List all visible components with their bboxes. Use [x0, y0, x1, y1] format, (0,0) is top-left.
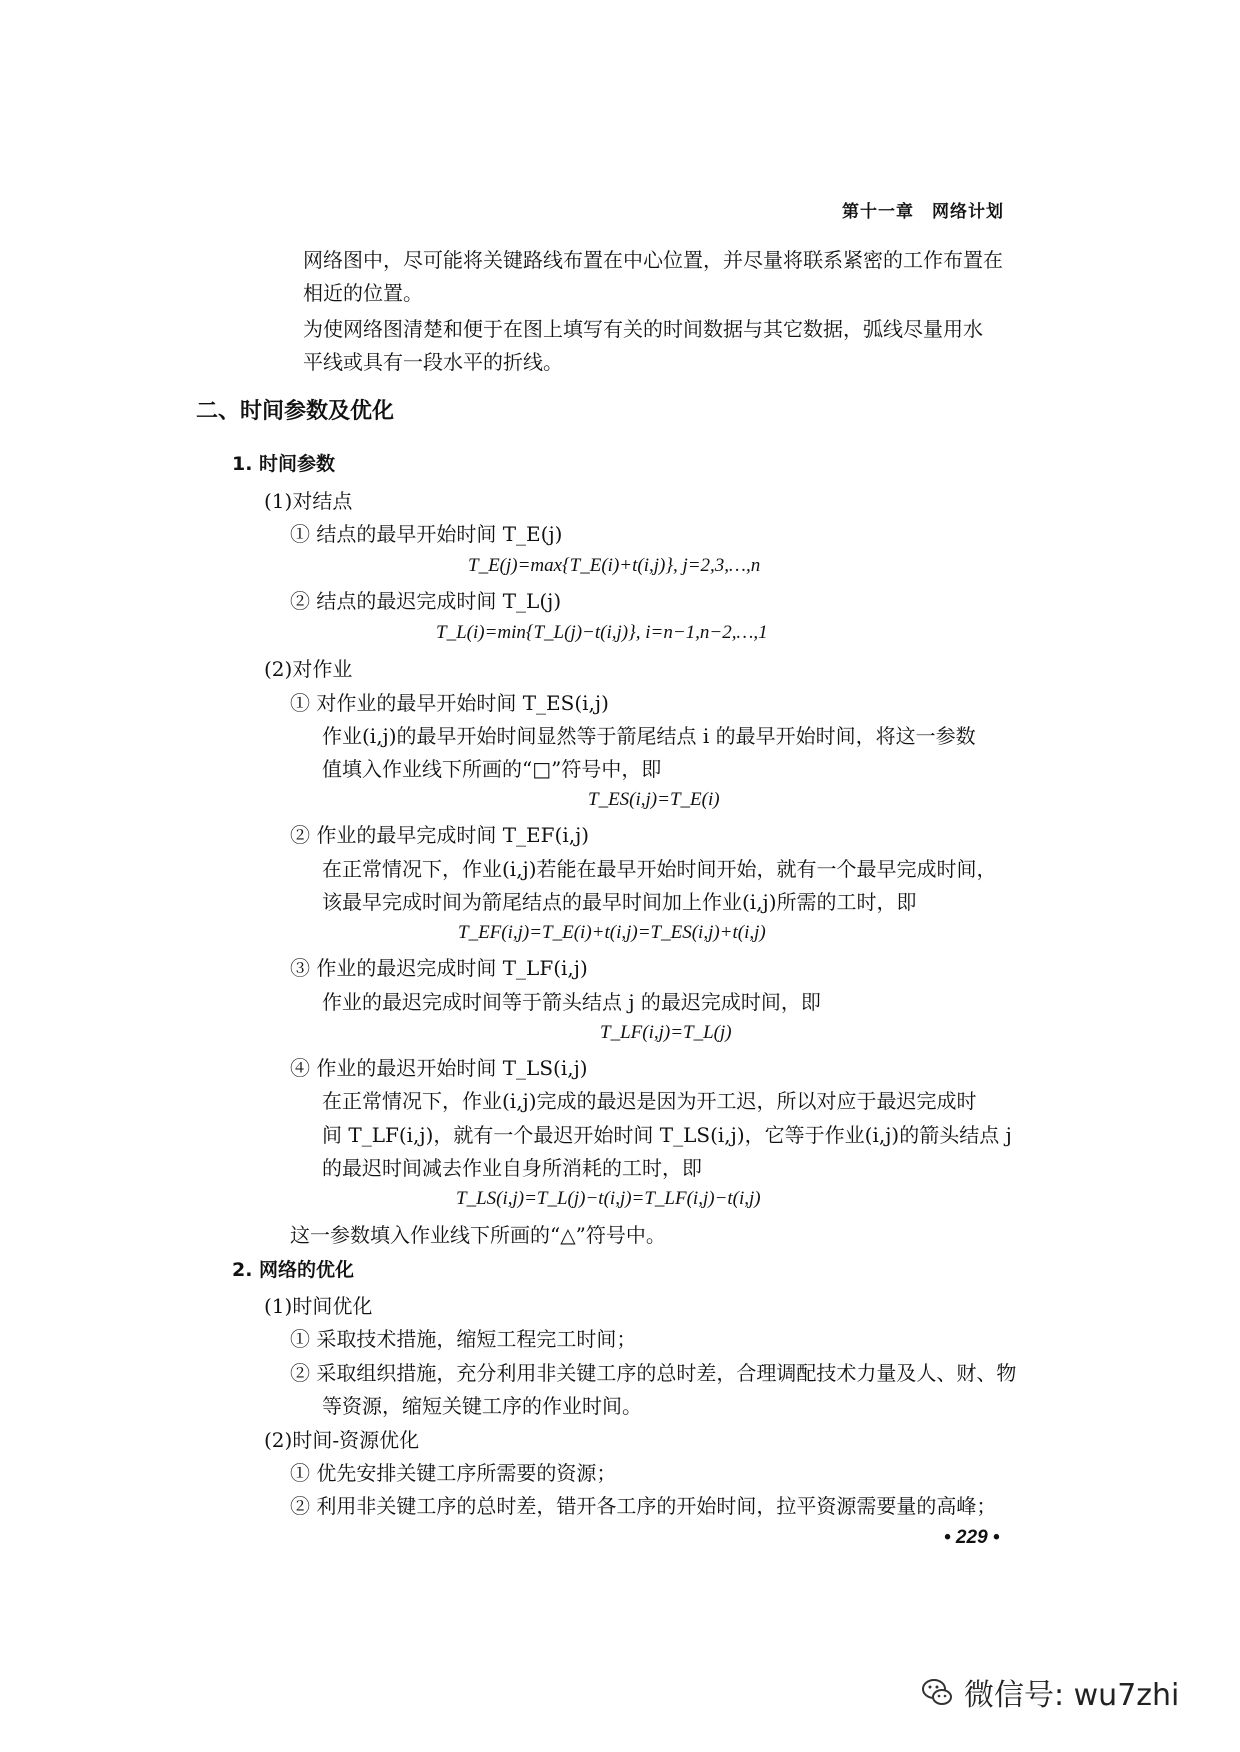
item-line: ② 采取组织措施，充分利用非关键工序的总时差，合理调配技术力量及人、财、物 — [290, 1361, 1017, 1385]
paragraph-line: 间 T_LF(i,j)，就有一个最迟开始时间 T_LS(i,j)，它等于作业(i,j)的箭头结点 j — [322, 1123, 1012, 1147]
paragraph-line: 作业的最迟完成时间等于箭头结点 j 的最迟完成时间，即 — [322, 990, 821, 1014]
paragraph-line: 为使网络图清楚和便于在图上填写有关的时间数据与其它数据，弧线尽量用水 — [303, 317, 983, 341]
formula: T_E(j)=max{T_E(i)+t(i,j)}, j=2,3,…,n — [468, 555, 761, 576]
formula: T_LS(i,j)=T_L(j)−t(i,j)=T_LF(i,j)−t(i,j) — [456, 1188, 761, 1209]
item-line: ③ 作业的最迟完成时间 T_LF(i,j) — [290, 956, 588, 980]
paragraph-line: 相近的位置。 — [303, 281, 423, 305]
item-line: ① 采取技术措施，缩短工程完工时间； — [290, 1327, 637, 1351]
watermark — [920, 1670, 1179, 1714]
formula: T_EF(i,j)=T_E(i)+t(i,j)=T_ES(i,j)+t(i,j) — [458, 922, 766, 943]
item-line: ④ 作业的最迟开始时间 T_LS(i,j) — [290, 1056, 588, 1080]
watermark-text: 微信号: wu7zhi — [964, 1678, 1180, 1713]
paragraph-line: 作业(i,j)的最早开始时间显然等于箭尾结点 i 的最早开始时间，将这一参数 — [322, 724, 976, 748]
page-number: • 229 • — [944, 1527, 1000, 1548]
item-line: ① 对作业的最早开始时间 T_ES(i,j) — [290, 691, 609, 715]
paragraph-line: 值填入作业线下所画的“□”符号中，即 — [322, 757, 662, 781]
item-line: ① 优先安排关键工序所需要的资源； — [290, 1461, 617, 1485]
item-heading: (1)对结点 — [264, 489, 353, 513]
paragraph-line: 这一参数填入作业线下所画的“△”符号中。 — [290, 1223, 666, 1247]
formula: T_ES(i,j)=T_E(i) — [588, 789, 720, 810]
item-heading: (2)时间-资源优化 — [264, 1428, 420, 1452]
paragraph-line: 在正常情况下，作业(i,j)若能在最早开始时间开始，就有一个最早完成时间， — [322, 857, 997, 881]
paragraph-line: 该最早完成时间为箭尾结点的最早时间加上作业(i,j)所需的工时，即 — [322, 890, 917, 914]
paragraph-line: 等资源，缩短关键工序的作业时间。 — [322, 1394, 642, 1418]
item-line: ② 作业的最早完成时间 T_EF(i,j) — [290, 823, 590, 847]
formula: T_LF(i,j)=T_L(j) — [600, 1022, 732, 1043]
item-line: ② 利用非关键工序的总时差，错开各工序的开始时间，拉平资源需要量的高峰； — [290, 1494, 997, 1518]
paragraph-line: 网络图中，尽可能将关键路线布置在中心位置，并尽量将联系紧密的工作布置在 — [303, 248, 1003, 272]
subsection-heading: 2. 网络的优化 — [232, 1259, 355, 1281]
paragraph-line: 的最迟时间减去作业自身所消耗的工时，即 — [322, 1156, 702, 1180]
subsection-heading: 1. 时间参数 — [232, 453, 336, 475]
chapter-header: 第十一章 网络计划 — [842, 202, 1004, 222]
formula: T_L(i)=min{T_L(j)−t(i,j)}, i=n−1,n−2,…,1 — [436, 622, 768, 643]
wechat-icon — [920, 1675, 954, 1709]
paragraph-line: 平线或具有一段水平的折线。 — [303, 350, 563, 374]
item-heading: (1)时间优化 — [264, 1294, 373, 1318]
item-line: ① 结点的最早开始时间 T_E(j) — [290, 522, 563, 546]
item-line: ② 结点的最迟完成时间 T_L(j) — [290, 589, 562, 613]
section-heading: 二、时间参数及优化 — [196, 399, 395, 424]
paragraph-line: 在正常情况下，作业(i,j)完成的最迟是因为开工迟，所以对应于最迟完成时 — [322, 1089, 977, 1113]
item-heading: (2)对作业 — [264, 657, 353, 681]
